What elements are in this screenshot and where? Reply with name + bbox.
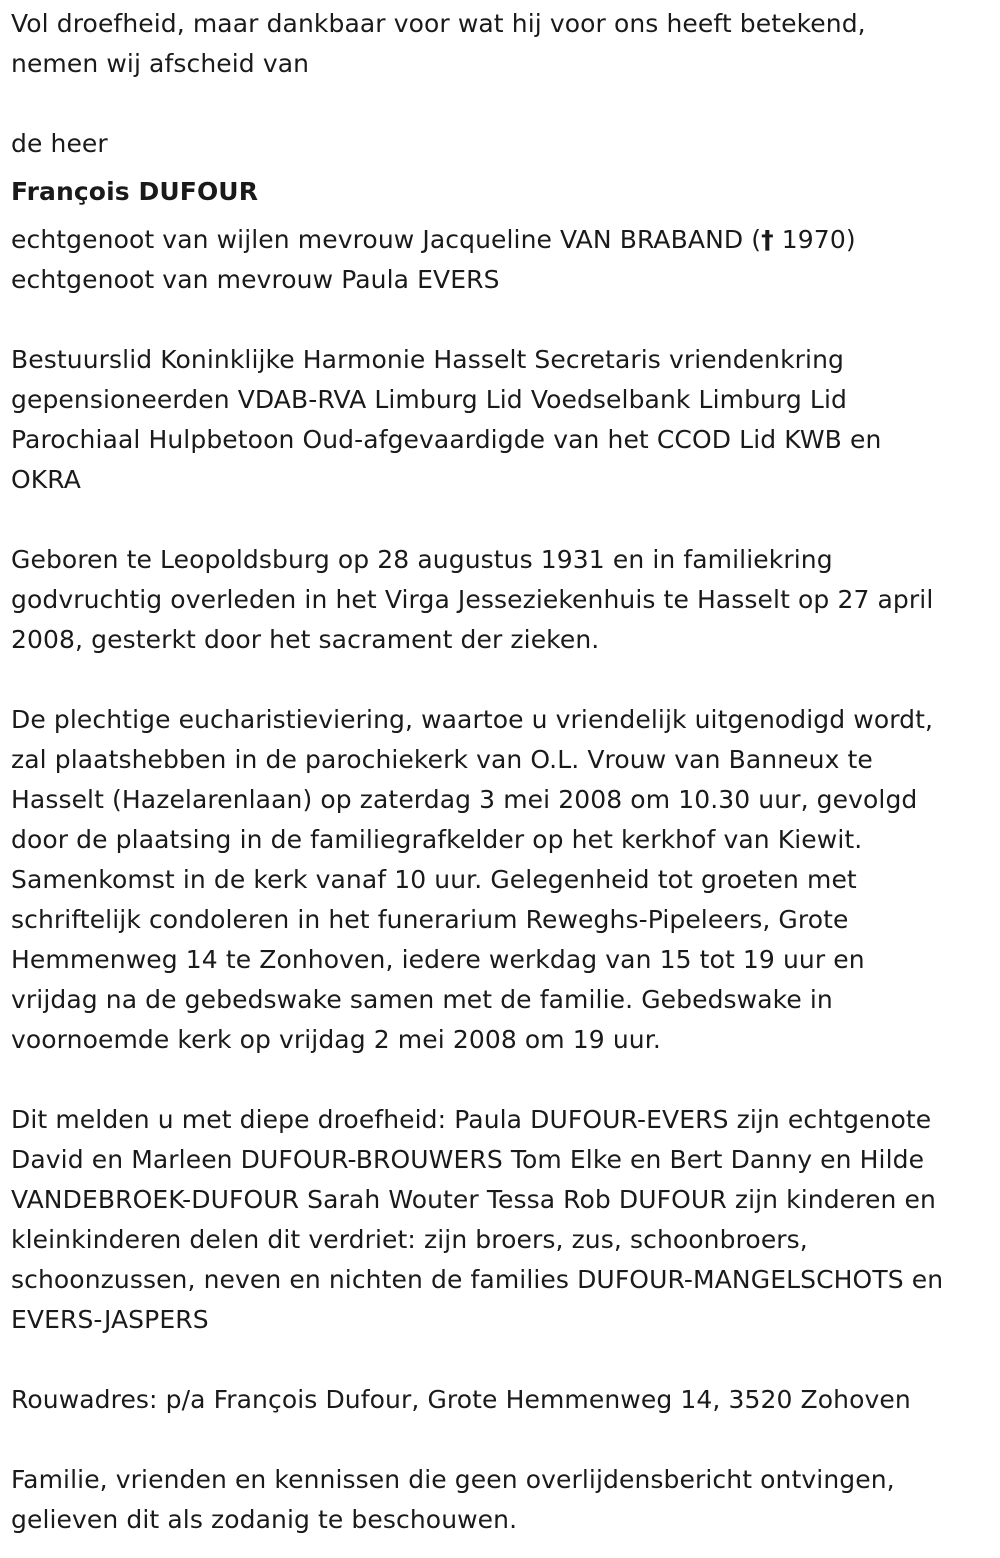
ceremony-line: Hasselt (Hazelarenlaan) op zaterdag 3 mei 2008 om 10.30 uur, gevolgd xyxy=(11,785,918,814)
functions-line: Parochiaal Hulpbetoon Oud-afgevaardigde van het CCOD Lid KWB en xyxy=(11,425,882,454)
family-line: VANDEBROEK-DUFOUR Sarah Wouter Tessa Rob DUFOUR zijn kinderen en xyxy=(11,1185,936,1214)
mourning-address: Rouwadres: p/a François Dufour, Grote Hemmenweg 14, 3520 Zohoven xyxy=(11,1385,911,1414)
address-paragraph xyxy=(11,1380,996,1420)
family-line: Dit melden u met diepe droefheid: Paula DUFOUR-EVERS zijn echtgenote xyxy=(11,1105,932,1134)
spouses-paragraph xyxy=(11,220,996,300)
birth-death-line: godvruchtig overleden in het Virga Jesseziekenhuis te Hasselt op 27 april xyxy=(11,585,934,614)
birth-death-paragraph xyxy=(11,540,996,660)
first-spouse-line xyxy=(11,220,996,260)
closing-line: Familie, vrienden en kennissen die geen overlijdensbericht ontvingen, xyxy=(11,1465,895,1494)
family-line: David en Marleen DUFOUR-BROUWERS Tom Elke en Bert Danny en Hilde xyxy=(11,1145,925,1174)
intro-paragraph xyxy=(11,4,996,84)
cross-icon: † xyxy=(761,225,774,254)
ceremony-line: Samenkomst in de kerk vanaf 10 uur. Gelegenheid tot groeten met xyxy=(11,865,857,894)
deceased-block xyxy=(11,124,996,212)
functions-line: Bestuurslid Koninklijke Harmonie Hasselt Secretaris vriendenkring xyxy=(11,345,845,374)
closing-paragraph xyxy=(11,1460,996,1540)
functions-line: OKRA xyxy=(11,465,81,494)
ceremony-line: vrijdag na de gebedswake samen met de familie. Gebedswake in xyxy=(11,985,833,1014)
salutation: de heer xyxy=(11,129,108,158)
first-spouse-suffix: 1970) xyxy=(773,225,856,254)
ceremony-line: zal plaatshebben in de parochiekerk van O.L. Vrouw van Banneux te xyxy=(11,745,873,774)
intro-line: Vol droefheid, maar dankbaar voor wat hij voor ons heeft betekend, xyxy=(11,9,866,38)
family-line: kleinkinderen delen dit verdriet: zijn broers, zus, schoonbroers, xyxy=(11,1225,808,1254)
functions-paragraph xyxy=(11,340,996,500)
second-spouse-line: echtgenoot van mevrouw Paula EVERS xyxy=(11,265,500,294)
deceased-name: François DUFOUR xyxy=(11,177,259,206)
family-paragraph xyxy=(11,1100,996,1340)
first-spouse-prefix: echtgenoot van wijlen mevrouw Jacqueline VAN BRABAND ( xyxy=(11,225,762,254)
ceremony-line: Hemmenweg 14 te Zonhoven, iedere werkdag van 15 tot 19 uur en xyxy=(11,945,865,974)
ceremony-line: voornoemde kerk op vrijdag 2 mei 2008 om 19 uur. xyxy=(11,1025,661,1054)
ceremony-paragraph xyxy=(11,700,996,1060)
ceremony-line: door de plaatsing in de familiegrafkelder op het kerkhof van Kiewit. xyxy=(11,825,863,854)
functions-line: gepensioneerden VDAB-RVA Limburg Lid Voedselbank Limburg Lid xyxy=(11,385,847,414)
intro-line: nemen wij afscheid van xyxy=(11,49,310,78)
birth-death-line: Geboren te Leopoldsburg op 28 augustus 1931 en in familiekring xyxy=(11,545,833,574)
family-line: EVERS-JASPERS xyxy=(11,1305,209,1334)
closing-line: gelieven dit als zodanig te beschouwen. xyxy=(11,1505,518,1534)
family-line: schoonzussen, neven en nichten de families DUFOUR-MANGELSCHOTS en xyxy=(11,1265,944,1294)
ceremony-line: schriftelijk condoleren in het funerarium Reweghs-Pipeleers, Grote xyxy=(11,905,849,934)
ceremony-line: De plechtige eucharistieviering, waartoe u vriendelijk uitgenodigd wordt, xyxy=(11,705,934,734)
birth-death-line: 2008, gesterkt door het sacrament der zieken. xyxy=(11,625,600,654)
obituary-document xyxy=(11,4,996,1540)
